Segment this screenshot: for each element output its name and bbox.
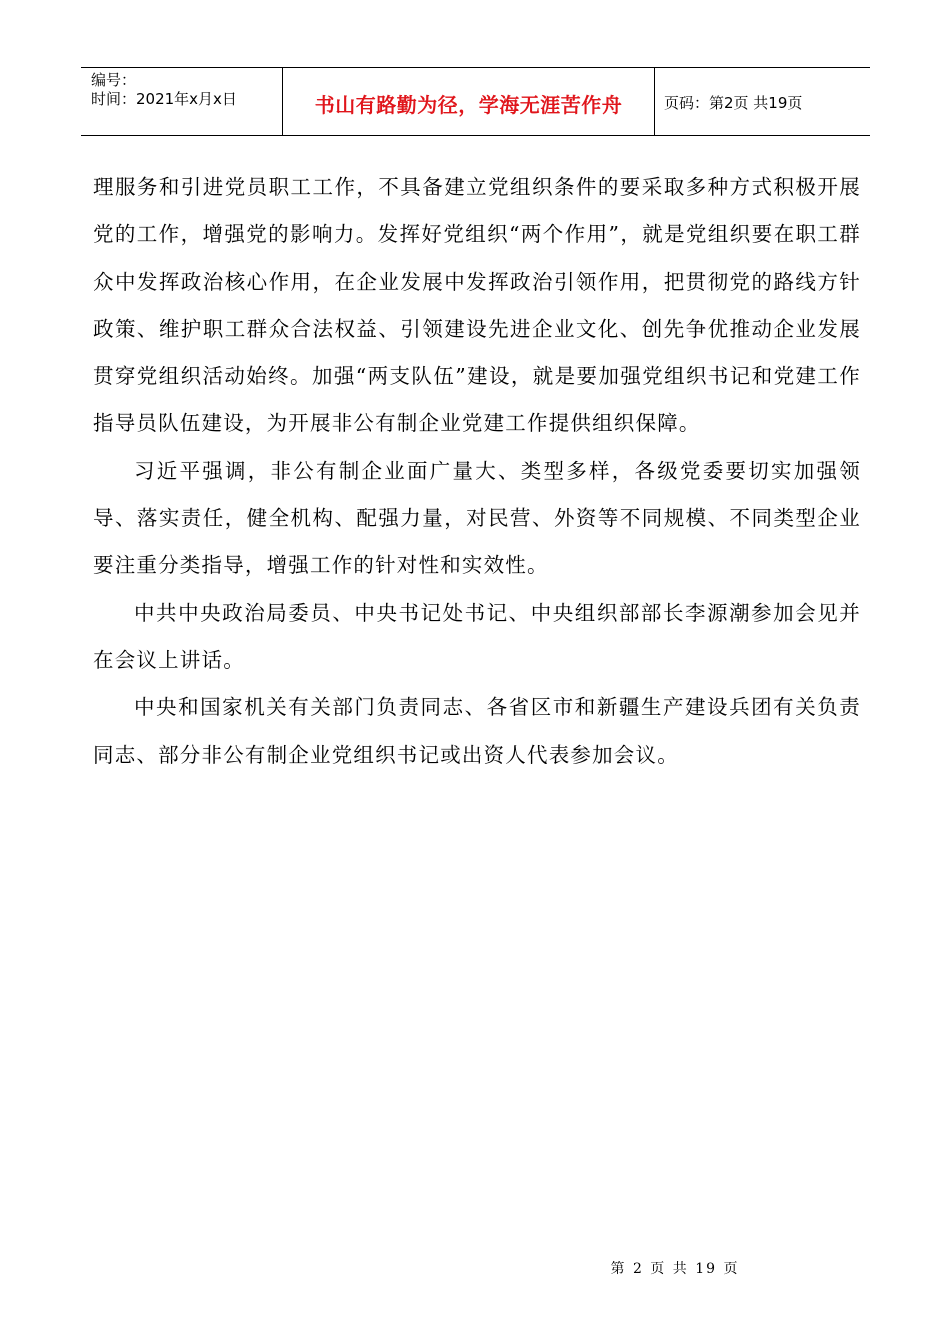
page-header bbox=[81, 67, 870, 136]
footer-page-number: 第 2 页 共 19 页 bbox=[610, 1261, 740, 1277]
page-footer bbox=[0, 1258, 950, 1278]
body-text bbox=[93, 164, 861, 779]
header-page-info: 页码：第2页 共19页 bbox=[664, 94, 803, 112]
header-meta-cell bbox=[81, 68, 283, 135]
header-motto: 书山有路勤为径，学海无涯苦作舟 bbox=[314, 93, 623, 117]
document-time-label: 时间：2021年x月x日 bbox=[91, 90, 237, 108]
paragraph-continued: 理服务和引进党员职工工作，不具备建立党组织条件的要采取多种方式积极开展党的工作，增强党的影响力。发挥好党组织“两个作用”，就是党组织要在职工群众中发挥政治核心作用，在企业发展中发挥政治引领作用，把贯彻党的路线方针政策、维护职工群众合法权益、引领建设先进企业文化、创先争优推动企业发展贯穿党组织活动始终。加强“两支队伍”建设，就是要加强党组织书记和党建工作指导员队伍建设，为开展非公有制企业党建工作提供组织保障。 bbox=[93, 175, 861, 436]
paragraph: 习近平强调，非公有制企业面广量大、类型多样，各级党委要切实加强领导、落实责任，健全机构、配强力量，对民营、外资等不同规模、不同类型企业要注重分类指导，增强工作的针对性和实效性。 bbox=[93, 458, 861, 578]
paragraph: 中央和国家机关有关部门负责同志、各省区市和新疆生产建设兵团有关负责同志、部分非公有制企业党组织书记或出资人代表参加会议。 bbox=[93, 695, 861, 767]
paragraph: 中共中央政治局委员、中央书记处书记、中央组织部部长李源潮参加会见并在会议上讲话。 bbox=[93, 600, 861, 672]
header-motto-cell bbox=[283, 68, 655, 135]
header-page-cell bbox=[655, 68, 870, 135]
document-number-label: 编号： bbox=[91, 71, 137, 89]
